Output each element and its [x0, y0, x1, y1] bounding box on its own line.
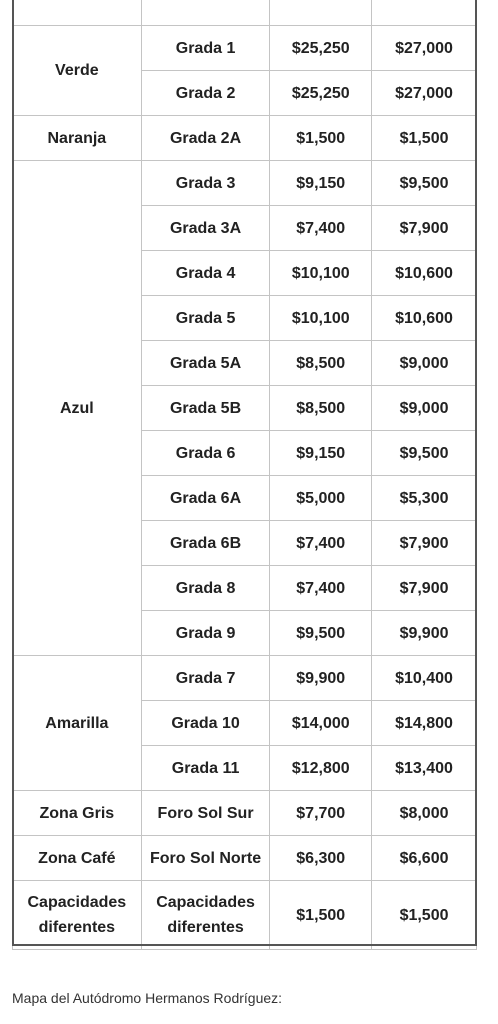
price-cell: $5,000	[270, 476, 372, 521]
price-cell: $9,500	[270, 611, 372, 656]
zone-cell: Zona Café	[13, 836, 142, 881]
grada-cell: Grada 3	[141, 161, 270, 206]
price-cell: $7,400	[270, 521, 372, 566]
price-cell: $10,400	[372, 656, 477, 701]
grada-cell: Grada 5B	[141, 386, 270, 431]
price-cell: $14,800	[372, 701, 477, 746]
grada-cell: Grada 4	[141, 251, 270, 296]
price-cell: $14,000	[270, 701, 372, 746]
price-cell: $7,400	[270, 566, 372, 611]
price-cell: $25,250	[270, 26, 372, 71]
table-row	[13, 26, 477, 71]
grada-cell: Grada 6A	[141, 476, 270, 521]
grada-cell: Capacidades diferentes	[141, 881, 270, 950]
price-cell: $27,000	[372, 26, 477, 71]
price-cell: $1,500	[372, 881, 477, 950]
grada-cell: Grada 5A	[141, 341, 270, 386]
price-cell: $25,250	[270, 71, 372, 116]
price-cell: $1,500	[372, 116, 477, 161]
price-cell: $7,700	[270, 791, 372, 836]
zone-cell: Verde	[13, 26, 142, 116]
table-row	[13, 116, 477, 161]
price-cell: $9,900	[372, 611, 477, 656]
price-cell: $27,000	[372, 71, 477, 116]
table-row	[13, 656, 477, 701]
price-cell: $9,150	[270, 431, 372, 476]
price-cell: $10,100	[270, 251, 372, 296]
price-cell: $9,000	[372, 341, 477, 386]
price-cell: $9,150	[270, 161, 372, 206]
grada-cell: Grada 8	[141, 566, 270, 611]
zone-cell: Azul	[13, 161, 142, 656]
price-cell: $5,300	[372, 476, 477, 521]
grada-cell: Grada 1	[141, 26, 270, 71]
grada-cell: Grada 6	[141, 431, 270, 476]
price-cell: $7,400	[270, 206, 372, 251]
price-table	[12, 0, 477, 950]
price-cell: $8,000	[372, 791, 477, 836]
grada-cell: Grada 7	[141, 656, 270, 701]
price-cell: $7,900	[372, 206, 477, 251]
table-row	[13, 836, 477, 881]
zone-cell: Naranja	[13, 116, 142, 161]
price-cell: $9,500	[372, 431, 477, 476]
table-cell	[141, 0, 270, 26]
map-caption: Mapa del Autódromo Hermanos Rodríguez:	[12, 990, 283, 1006]
price-cell: $9,000	[372, 386, 477, 431]
zone-cell: Amarilla	[13, 656, 142, 791]
price-cell: $1,500	[270, 881, 372, 950]
table-cell	[13, 0, 142, 26]
grada-cell: Foro Sol Norte	[141, 836, 270, 881]
price-cell: $10,100	[270, 296, 372, 341]
table-row	[13, 791, 477, 836]
price-cell: $7,900	[372, 521, 477, 566]
price-cell: $13,400	[372, 746, 477, 791]
grada-cell: Grada 9	[141, 611, 270, 656]
price-cell: $10,600	[372, 296, 477, 341]
price-cell: $9,500	[372, 161, 477, 206]
price-cell: $8,500	[270, 386, 372, 431]
table-cell	[270, 0, 372, 26]
price-cell: $1,500	[270, 116, 372, 161]
grada-cell: Grada 11	[141, 746, 270, 791]
table-row	[13, 161, 477, 206]
grada-cell: Grada 2	[141, 71, 270, 116]
grada-cell: Grada 3A	[141, 206, 270, 251]
zone-cell: Capacidades diferentes	[13, 881, 142, 950]
table-row	[13, 0, 477, 26]
grada-cell: Grada 2A	[141, 116, 270, 161]
price-cell: $6,600	[372, 836, 477, 881]
grada-cell: Foro Sol Sur	[141, 791, 270, 836]
table-row	[13, 881, 477, 950]
grada-cell: Grada 5	[141, 296, 270, 341]
table-cell	[372, 0, 477, 26]
price-cell: $6,300	[270, 836, 372, 881]
price-cell: $10,600	[372, 251, 477, 296]
zone-cell: Zona Gris	[13, 791, 142, 836]
price-cell: $8,500	[270, 341, 372, 386]
price-cell: $12,800	[270, 746, 372, 791]
grada-cell: Grada 6B	[141, 521, 270, 566]
price-cell: $9,900	[270, 656, 372, 701]
grada-cell: Grada 10	[141, 701, 270, 746]
price-cell: $7,900	[372, 566, 477, 611]
